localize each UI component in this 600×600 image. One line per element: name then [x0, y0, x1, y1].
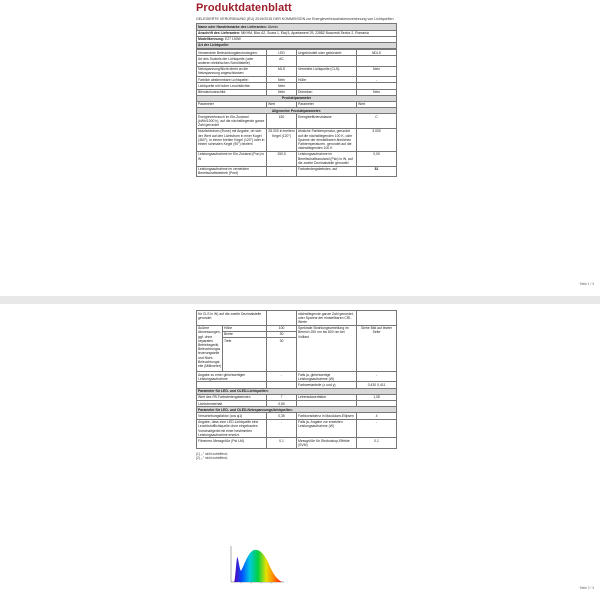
param-value: Nein — [357, 89, 397, 95]
param-label: Wert des R9-Farbwiedergabeindex — [197, 394, 267, 400]
footnote: (1) „-" nicht zutreffend; — [196, 451, 228, 456]
param-value — [357, 311, 397, 326]
param-label: Lichtquelle mit hoher Leuchtdichte: — [197, 83, 267, 89]
param-value: MLS — [267, 66, 297, 76]
dimension-name: Tiefe — [223, 338, 267, 372]
supplier-table — [196, 23, 397, 49]
param-value: 1,08 — [357, 394, 397, 400]
table-row — [197, 128, 397, 151]
param-label: Ungebündelt oder gebündelt: — [297, 50, 357, 56]
type-table — [196, 49, 397, 177]
param-label — [297, 56, 357, 66]
param-label: nächstliegende ganze Zahl gerundet, oder Spanne der einstellbaren CRI-Werte — [297, 311, 357, 326]
param-value: 25.000 in breitem Kegel (120°) — [267, 128, 297, 151]
param-label: Leistungsaufnahme im Bereitschaftszustand (Psb) in W, auf die zweite Dezimalstelle gerundet — [297, 151, 357, 166]
footnotes — [196, 452, 396, 460]
table-row — [197, 311, 397, 326]
param-label: Farbkonsistenz in MacAdam-Ellipsen — [297, 413, 357, 419]
table-row — [197, 166, 397, 176]
supplier-name-value: Alvedo — [267, 24, 279, 29]
param-value: 4 — [357, 413, 397, 419]
param-value: 7 — [267, 394, 297, 400]
param-value: - — [267, 166, 297, 176]
led-net-section-header: Parameter für LED- und OLED-Netzspannungslichtquellen: — [197, 407, 397, 413]
param-label: Leistungsaufnahme im Ein-Zustand (Pon) in W — [197, 151, 267, 166]
spectrum-curve — [234, 550, 282, 582]
param-value: 0,00 — [357, 151, 397, 166]
param-value — [267, 311, 297, 326]
param-value: 150,0 — [267, 151, 297, 166]
table-row — [197, 56, 397, 66]
spectral-distribution-image — [226, 544, 286, 588]
param-value: Nein — [267, 77, 297, 83]
param-value: 3.000 — [357, 128, 397, 151]
param-value: 0,430 0,411 — [357, 382, 397, 388]
param-value: Nein — [267, 83, 297, 89]
page-number: Seite 1 / 3 — [579, 282, 594, 286]
param-label: Hülle: — [297, 77, 357, 83]
supplier-name-label: Name oder Handelsmarke des Lieferanten: — [198, 24, 267, 29]
params-section-header: Produktparameter — [197, 95, 397, 101]
param-label: Vernetzte Lichtquelle (CLS): — [297, 66, 357, 76]
model-value: E27 150W — [224, 37, 241, 42]
params-table-continued — [196, 310, 397, 449]
type-section-header: Art der Lichtquelle: — [197, 42, 397, 48]
param-label: Verschiebungsfaktor (cos φ1) — [197, 413, 267, 419]
supplier-address-label: Anschrift des Lieferanten: — [198, 31, 241, 35]
dimension-value: 30 — [267, 338, 297, 372]
param-label: Netzspannung/Nicht direkt an die Netzspannung angeschlossen: — [197, 66, 267, 76]
table-row — [197, 372, 397, 382]
param-value: NDLS — [357, 50, 397, 56]
param-value: 0,1 — [267, 438, 297, 448]
param-label: Angabe, dass eine LED-Lichtquelle eine Leuchtstofflichtquelle ohne eingebautes Vorschaltgerät mit einer bestimmten Leistungsaufnahme ersetzt. — [197, 419, 267, 438]
param-label: Verwendete Beleuchtungstechnologien: — [197, 50, 267, 56]
dimension-name: Höhe — [223, 325, 267, 331]
param-label: Lebensdauerfaktor — [297, 394, 357, 400]
param-value: - — [267, 419, 297, 438]
param-value: 150 — [267, 114, 297, 129]
spectral-label: Spektrale Strahlungsverteilung im Bereich 250 nm bis 800 nm bei Volllast — [297, 325, 357, 371]
param-label: Art des Sockels der Lichtquelle (oder anderen elektrischen Schnittstelle) — [197, 56, 267, 66]
led-section-header: Parameter für LED- und OLED-Lichtquellen: — [197, 388, 397, 394]
param-label: Farblich abstimmbare Lichtquelle: — [197, 77, 267, 83]
param-value — [357, 56, 397, 66]
param-label: Energieverbrauch im Ein-Zustand (kWh/1000 h), auf die nächstliegende ganze Zahl gerundet — [197, 114, 267, 129]
supplier-address-value: NIKHM, Bloc A2, Scara 1, Etaj 5, Apartament 29, 22882 Bucuresti Sector 2, Romania — [240, 31, 369, 35]
table-row — [197, 114, 397, 129]
column-header: Parameter — [297, 101, 357, 107]
param-label: Blendschutzschild: — [197, 89, 267, 95]
param-label: Angabe zu einer gleichwertigen Leistungsaufnahme — [197, 372, 267, 382]
table-row — [197, 151, 397, 166]
general-section-header: Allgemeine Produktparameter: — [197, 108, 397, 114]
page-separator — [0, 296, 600, 304]
table-row — [197, 66, 397, 76]
param-label: Leistungsaufnahme im vernetzten Bereitschaftsbetrieb (Pnet) — [197, 166, 267, 176]
param-value: LED — [267, 50, 297, 56]
model-label: Modellkennung: — [198, 37, 224, 42]
dimension-value: 30 — [267, 331, 297, 337]
x-axis-ticks — [241, 582, 271, 584]
datasheet-body — [196, 0, 396, 177]
param-value: 81 — [357, 166, 397, 176]
param-label: Nutzlichtstrom (Φuse) mit Angabe, ob sich der Wert auf den Lichtstrom in einer Kugel (360°), in einem breiten Kegel (120°) oder in einem schmalen Kegel (90°) bezieht — [197, 128, 267, 151]
param-label: Farbwertanteile (x und y) — [297, 382, 357, 388]
page-number: Seite 2 / 3 — [579, 586, 594, 590]
param-label: Falls ja, Angabe zur ersetzten Leistungsaufnahme (W) — [297, 419, 357, 438]
param-value: Nein — [357, 66, 397, 76]
page-title: Produktdatenblatt — [196, 2, 292, 14]
param-value: 0,1 — [357, 438, 397, 448]
dimension-name: Breite — [223, 331, 267, 337]
datasheet-body — [196, 310, 396, 460]
dimension-value: 100 — [267, 325, 297, 331]
param-label: Energieeffizienzklasse — [297, 114, 357, 129]
param-label: ähnliche Farbtemperatur, gerundet auf die nächstliegenden 100 K, oder Spanne der einstellbaren ähnlichen Farbtemperaturen, gerundet auf die nächstliegenden 100 K — [297, 128, 357, 151]
param-value: - — [357, 372, 397, 382]
param-value: AC — [267, 56, 297, 66]
footnote: (2) „-" nicht zutreffend; — [196, 455, 228, 460]
spectral-value: Siehe Bild auf letzter Seite — [357, 325, 397, 371]
param-label: Flimmern-Messgröße (Pst LM) — [197, 438, 267, 448]
param-value: 0,35 — [267, 413, 297, 419]
column-header: Parameter — [197, 101, 267, 107]
column-header: Wert — [267, 101, 297, 107]
param-value: - — [267, 372, 297, 382]
column-header: Wert — [357, 101, 397, 107]
param-label: Farbwiedergabeindex, auf — [297, 166, 357, 176]
param-value: Nein — [267, 89, 297, 95]
dimensions-label: Äußere Abmessungen, ggf. ohne separates Betriebsgerät, Beleuchtungssteuerungsteile und Nicht-Beleuchtungsteile (Millimeter) — [197, 325, 223, 371]
param-label: Falls ja, gleichwertige Leistungsaufnahme (W) — [297, 372, 357, 382]
document-page-2 — [0, 304, 600, 600]
param-label: Dimmbar: — [297, 89, 357, 95]
param-value: - — [357, 77, 397, 83]
table-row — [197, 438, 397, 448]
regulation-subtitle: GELEGIERTE VERORDNUNG (EU) 2019/2015 DER KOMMISSION zur Energieverbrauchskennzeichnung von Lichtquellen — [196, 17, 394, 21]
param-label: Lichtstromerhalt — [197, 401, 267, 407]
param-value: 0,50 — [267, 401, 297, 407]
param-label: Messgröße für Stroboskop-Effekte (SVM) — [297, 438, 357, 448]
table-row — [197, 419, 397, 438]
document-page-1 — [0, 0, 600, 296]
param-value: C — [357, 114, 397, 129]
param-label: für CLS in W) auf die zweite Dezimalstelle gerundet — [197, 311, 267, 326]
param-value: - — [357, 419, 397, 438]
